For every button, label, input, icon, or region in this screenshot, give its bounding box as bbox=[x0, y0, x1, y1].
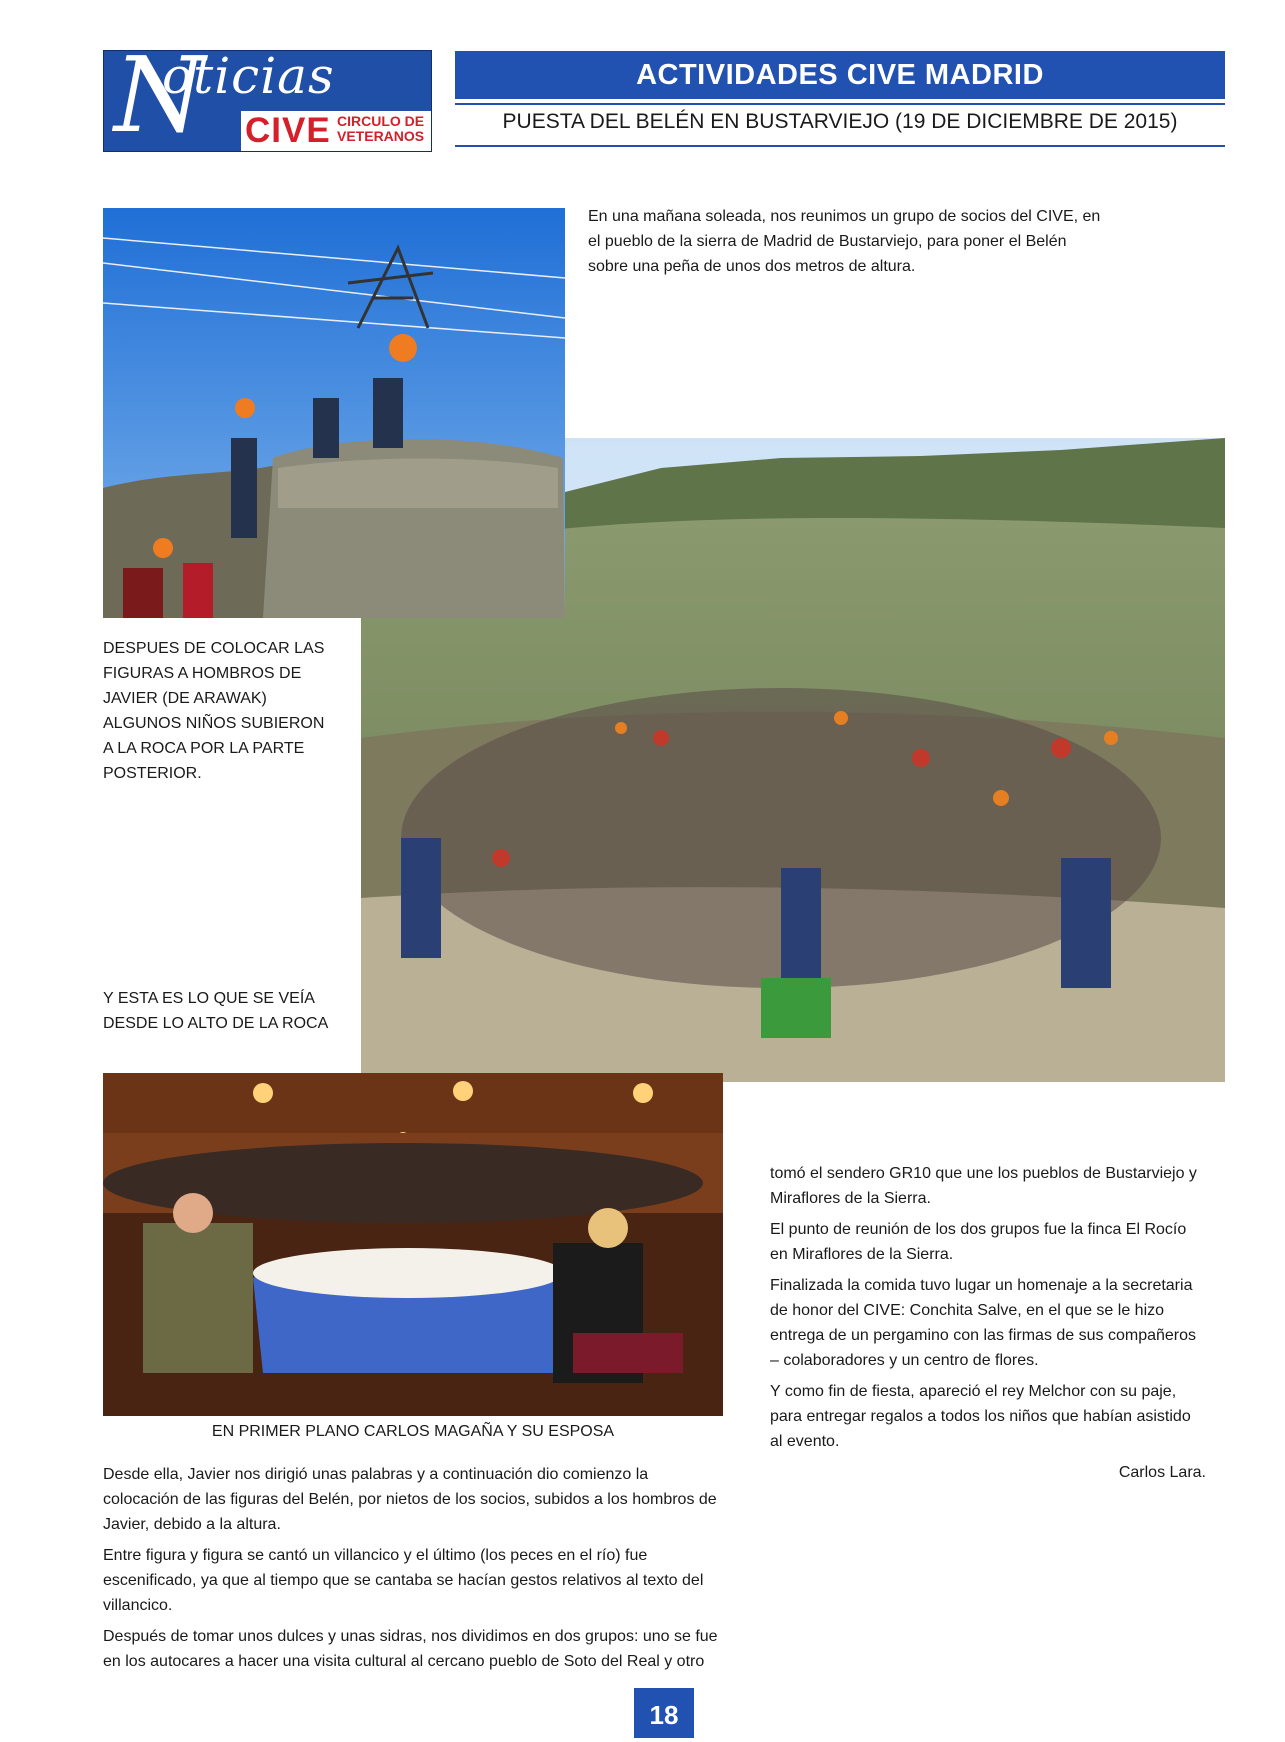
noticias-cive-logo bbox=[103, 34, 432, 156]
signature: Carlos Lara. bbox=[1118, 1464, 1206, 1481]
left-paragraph-3: Después de tomar unos dulces y unas sidras, nos dividimos en dos grupos: uno se fue en los autocares a hacer una visita cultural al cercano pueblo de Soto del Real y otro bbox=[103, 1628, 718, 1670]
logo-initial: N bbox=[114, 34, 205, 156]
page-number: 18 bbox=[634, 1688, 694, 1738]
page-subtitle: PUESTA DEL BELÉN EN BUSTARVIEJO (19 DE DICIEMBRE DE 2015) bbox=[502, 110, 1178, 133]
left-paragraph-1: Desde ella, Javier nos dirigió unas palabras y a continuación dio comienzo la colocación de las figuras del Belén, por nietos de los socios, subidos a los hombros de Javier, debido a la altura. bbox=[103, 1466, 717, 1533]
right-column bbox=[770, 1161, 1206, 1491]
section-title: ACTIVIDADES CIVE MADRID bbox=[455, 51, 1225, 99]
logo-sub-line1: CIRCULO DE bbox=[337, 113, 425, 129]
right-paragraph-2: El punto de reunión de los dos grupos fue la finca El Rocío en Miraflores de la Sierra. bbox=[770, 1221, 1187, 1263]
dinner-photo bbox=[103, 1073, 723, 1416]
header-rule-top bbox=[455, 103, 1225, 105]
header-rule-bottom bbox=[455, 145, 1225, 147]
kids-on-rock-photo bbox=[103, 208, 565, 618]
dinner-caption: EN PRIMER PLANO CARLOS MAGAÑA Y SU ESPOSA bbox=[211, 1423, 615, 1440]
logo-word: oticias bbox=[162, 47, 335, 105]
right-paragraph-4: Y como fin de fiesta, apareció el rey Melchor con su paje, para entregar regalos a todos los niños que habían asistido al evento. bbox=[770, 1383, 1191, 1450]
right-paragraph-1: tomó el sendero GR10 que une los pueblos de Bustarviejo y Miraflores de la Sierra. bbox=[770, 1165, 1197, 1207]
left-paragraph-2: Entre figura y figura se cantó un villancico y el último (los peces en el río) fue escenificado, ya que al tiempo que se cantaba se hacían gestos relativos al texto del villancico. bbox=[103, 1547, 704, 1614]
logo-cive: CIVE bbox=[245, 111, 331, 150]
logo-cive-box bbox=[241, 111, 431, 151]
left-column bbox=[103, 1462, 725, 1680]
intro-paragraph: En una mañana soleada, nos reunimos un grupo de socios del CIVE, en el pueblo de la sierra de Madrid de Bustarviejo, para poner el Belén sobre una peña de unos dos metros de altura. bbox=[588, 208, 1101, 275]
right-paragraph-3: Finalizada la comida tuvo lugar un homenaje a la secretaria de honor del CIVE: Conchita Salve, en el que se le hizo entrega de un pergamino con las firmas de sus compañeros – colaboradores y un centro de flores. bbox=[770, 1277, 1197, 1369]
logo-sub bbox=[337, 114, 424, 144]
logo-sub-line2: VETERANOS bbox=[337, 128, 425, 144]
crowd-caption: Y ESTA ES LO QUE SE VEÍA DESDE LO ALTO DE LA ROCA bbox=[103, 990, 329, 1032]
kids-caption: DESPUES DE COLOCAR LAS FIGURAS A HOMBROS DE JAVIER (DE ARAWAK) ALGUNOS NIÑOS SUBIERON A LA ROCA POR LA PARTE POSTERIOR. bbox=[103, 640, 325, 782]
